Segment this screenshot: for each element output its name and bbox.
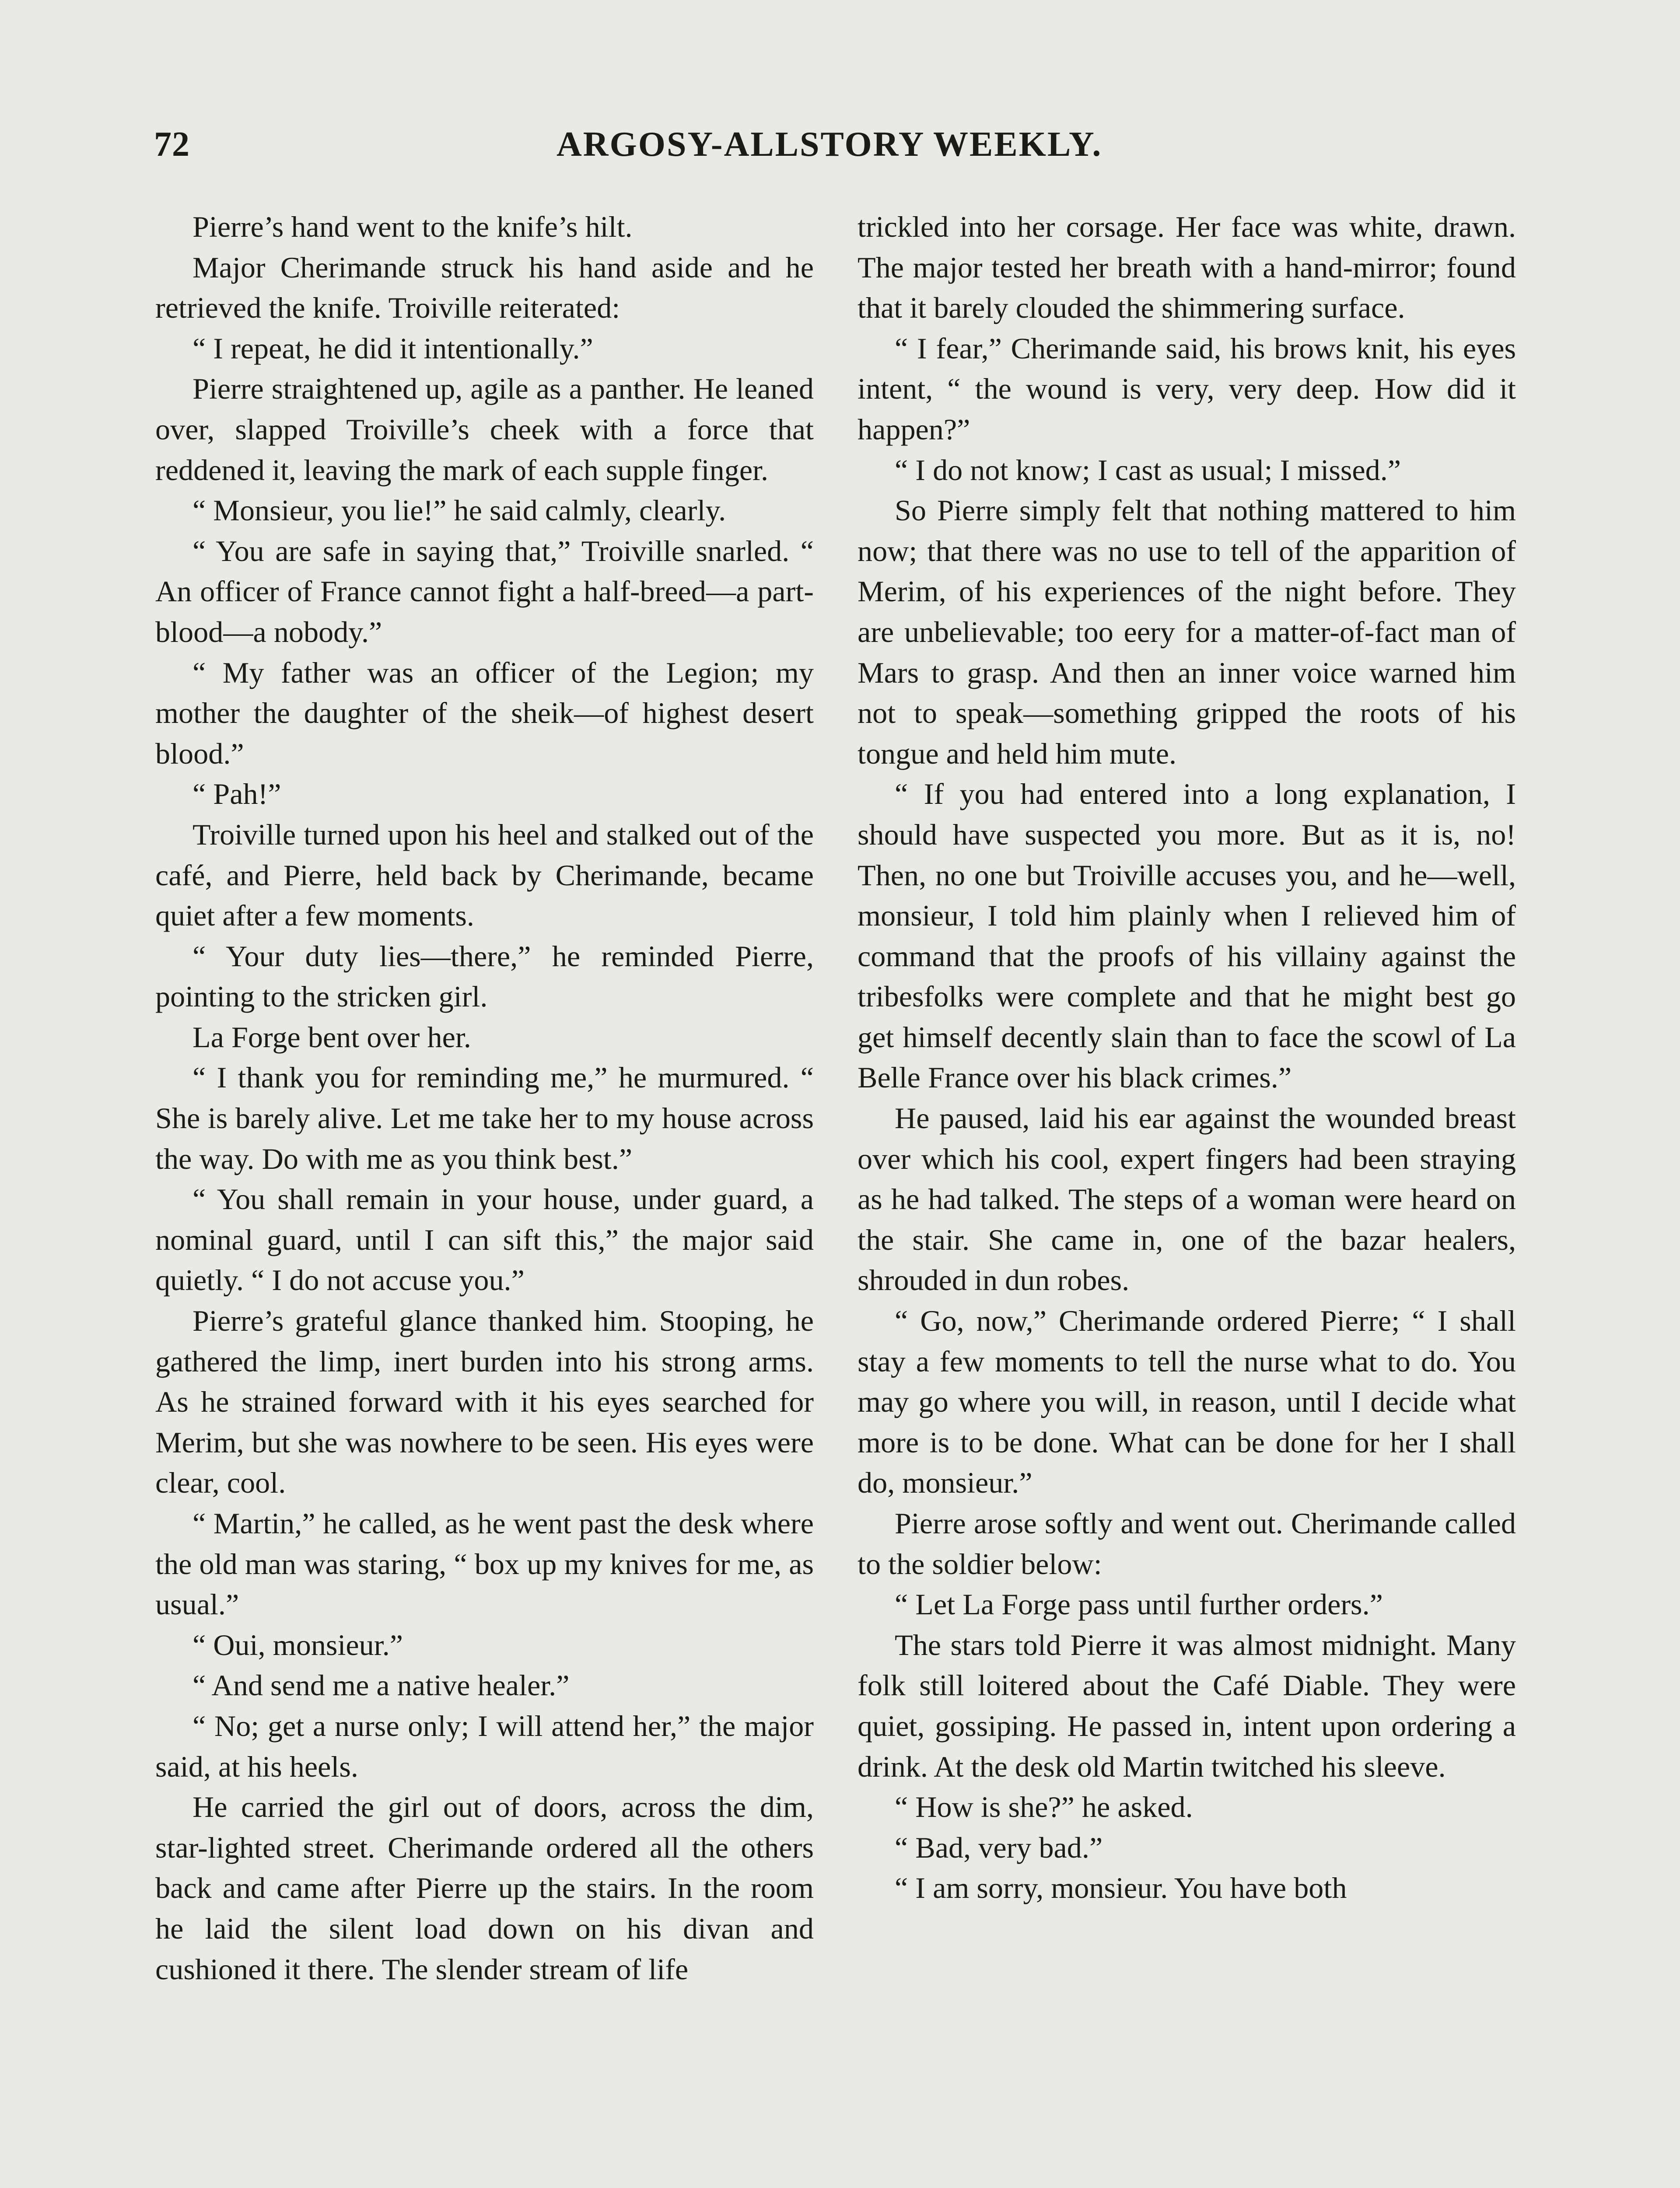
paragraph: “ I repeat, he did it intentionally.” — [192, 331, 593, 365]
paragraph: “ If you had entered into a long explanation, I should have suspected you more. But as it is, no! Then, no one but Troiville accuses you, and he—well, monsieur, I told him plainly when I relieved him of command that the proofs of his villainy against the tribesfolks were complete and that he might best go get himself decently slain than to face the scowl of La Belle France over his black crimes.” — [858, 777, 1516, 1094]
paragraph: “ Let La Forge pass until further orders.” — [895, 1588, 1383, 1621]
paragraph: “ Martin,” he called, as he went past the desk where the old man was staring, “ box up my knives for me, as usual.” — [155, 1507, 814, 1621]
paragraph: The stars told Pierre it was almost midnight. Many folk still loitered about the Café Diable. They were quiet, gossiping. He passed in, intent upon ordering a drink. At the desk old Martin twitched his sleeve. — [858, 1628, 1516, 1783]
paragraph: Pierre arose softly and went out. Cherimande called to the soldier below: — [858, 1507, 1516, 1581]
running-head: ARGOSY-ALLSTORY WEEKLY. — [556, 125, 1102, 164]
paragraph: Major Cherimande struck his hand aside and he retrieved the knife. Troiville reiterated: — [155, 250, 814, 325]
paragraph: “ Monsieur, you lie!” he said calmly, clearly. — [192, 494, 726, 527]
paragraph: “ I do not know; I cast as usual; I missed.” — [895, 453, 1401, 487]
paragraph: “ You are safe in saying that,” Troiville snarled. “ An officer of France cannot fight a half-breed—a part-blood—a nobody.” — [155, 534, 814, 649]
paragraph: “ Your duty lies—there,” he reminded Pierre, pointing to the stricken girl. — [155, 939, 814, 1013]
paragraph: “ I thank you for reminding me,” he murmured. “ She is barely alive. Let me take her to my house across the way. Do with me as you think best.” — [155, 1061, 814, 1175]
paragraph: Pierre’s hand went to the knife’s hilt. — [192, 210, 633, 243]
paragraph: He carried the girl out of doors, across the dim, star-lighted street. Cherimande ordered all the others back and came after Pierre up the stairs. In the room he laid the silent load down on his divan and cushioned it there. The slender stream of life — [155, 1790, 814, 1986]
paragraph: “ How is she?” he asked. — [895, 1790, 1193, 1824]
paragraph: “ I am sorry, monsieur. You have both — [895, 1871, 1347, 1905]
paragraph: “ I fear,” Cherimande said, his brows knit, his eyes intent, “ the wound is very, very deep. How did it happen?” — [858, 331, 1516, 446]
page-number: 72 — [154, 125, 190, 164]
right-column — [858, 207, 1516, 1908]
paragraph: “ No; get a nurse only; I will attend her,” the major said, at his heels. — [155, 1709, 814, 1783]
paragraph: “ My father was an officer of the Legion; my mother the daughter of the sheik—of highest desert blood.” — [155, 656, 814, 770]
paragraph: He paused, laid his ear against the wounded breast over which his cool, expert fingers had been straying as he had talked. The steps of a woman were heard on the stair. She came in, one of the bazar healers, shrouded in dun robes. — [858, 1101, 1516, 1297]
paragraph: “ Go, now,” Cherimande ordered Pierre; “ I shall stay a few moments to tell the nurse what to do. You may go where you will, in reason, until I decide what more is to be done. What can be done for her I shall do, monsieur.” — [858, 1304, 1516, 1500]
paragraph: So Pierre simply felt that nothing mattered to him now; that there was no use to tell of the apparition of Merim, of his experiences of the night before. They are unbelievable; too eery for a matter-of-fact man of Mars to grasp. And then an inner voice warned him not to speak—something gripped the roots of his tongue and held him mute. — [858, 494, 1516, 770]
paragraph: “ Bad, very bad.” — [895, 1830, 1103, 1864]
paragraph: Troiville turned upon his heel and stalked out of the café, and Pierre, held back by Cherimande, became quiet after a few moments. — [155, 817, 814, 933]
paragraph: La Forge bent over her. — [192, 1020, 471, 1054]
paragraph: “ Oui, monsieur.” — [192, 1628, 403, 1662]
paragraph: “ And send me a native healer.” — [192, 1669, 570, 1702]
paragraph: Pierre straightened up, agile as a panther. He leaned over, slapped Troiville’s cheek with a force that reddened it, leaving the mark of each supple finger. — [155, 372, 814, 487]
page-header — [154, 125, 1423, 173]
paragraph: “ You shall remain in your house, under guard, a nominal guard, until I can sift this,” the major said quietly. “ I do not accuse you.” — [155, 1182, 814, 1297]
paragraph: “ Pah!” — [192, 777, 281, 811]
left-column — [155, 207, 814, 1989]
paragraph: Pierre’s grateful glance thanked him. Stooping, he gathered the limp, inert burden into his strong arms. As he strained forward with it his eyes searched for Merim, but she was nowhere to be seen. His eyes were clear, cool. — [155, 1304, 814, 1500]
paragraph: trickled into her corsage. Her face was white, drawn. The major tested her breath with a hand-mirror; found that it barely clouded the shimmering surface. — [858, 210, 1516, 325]
